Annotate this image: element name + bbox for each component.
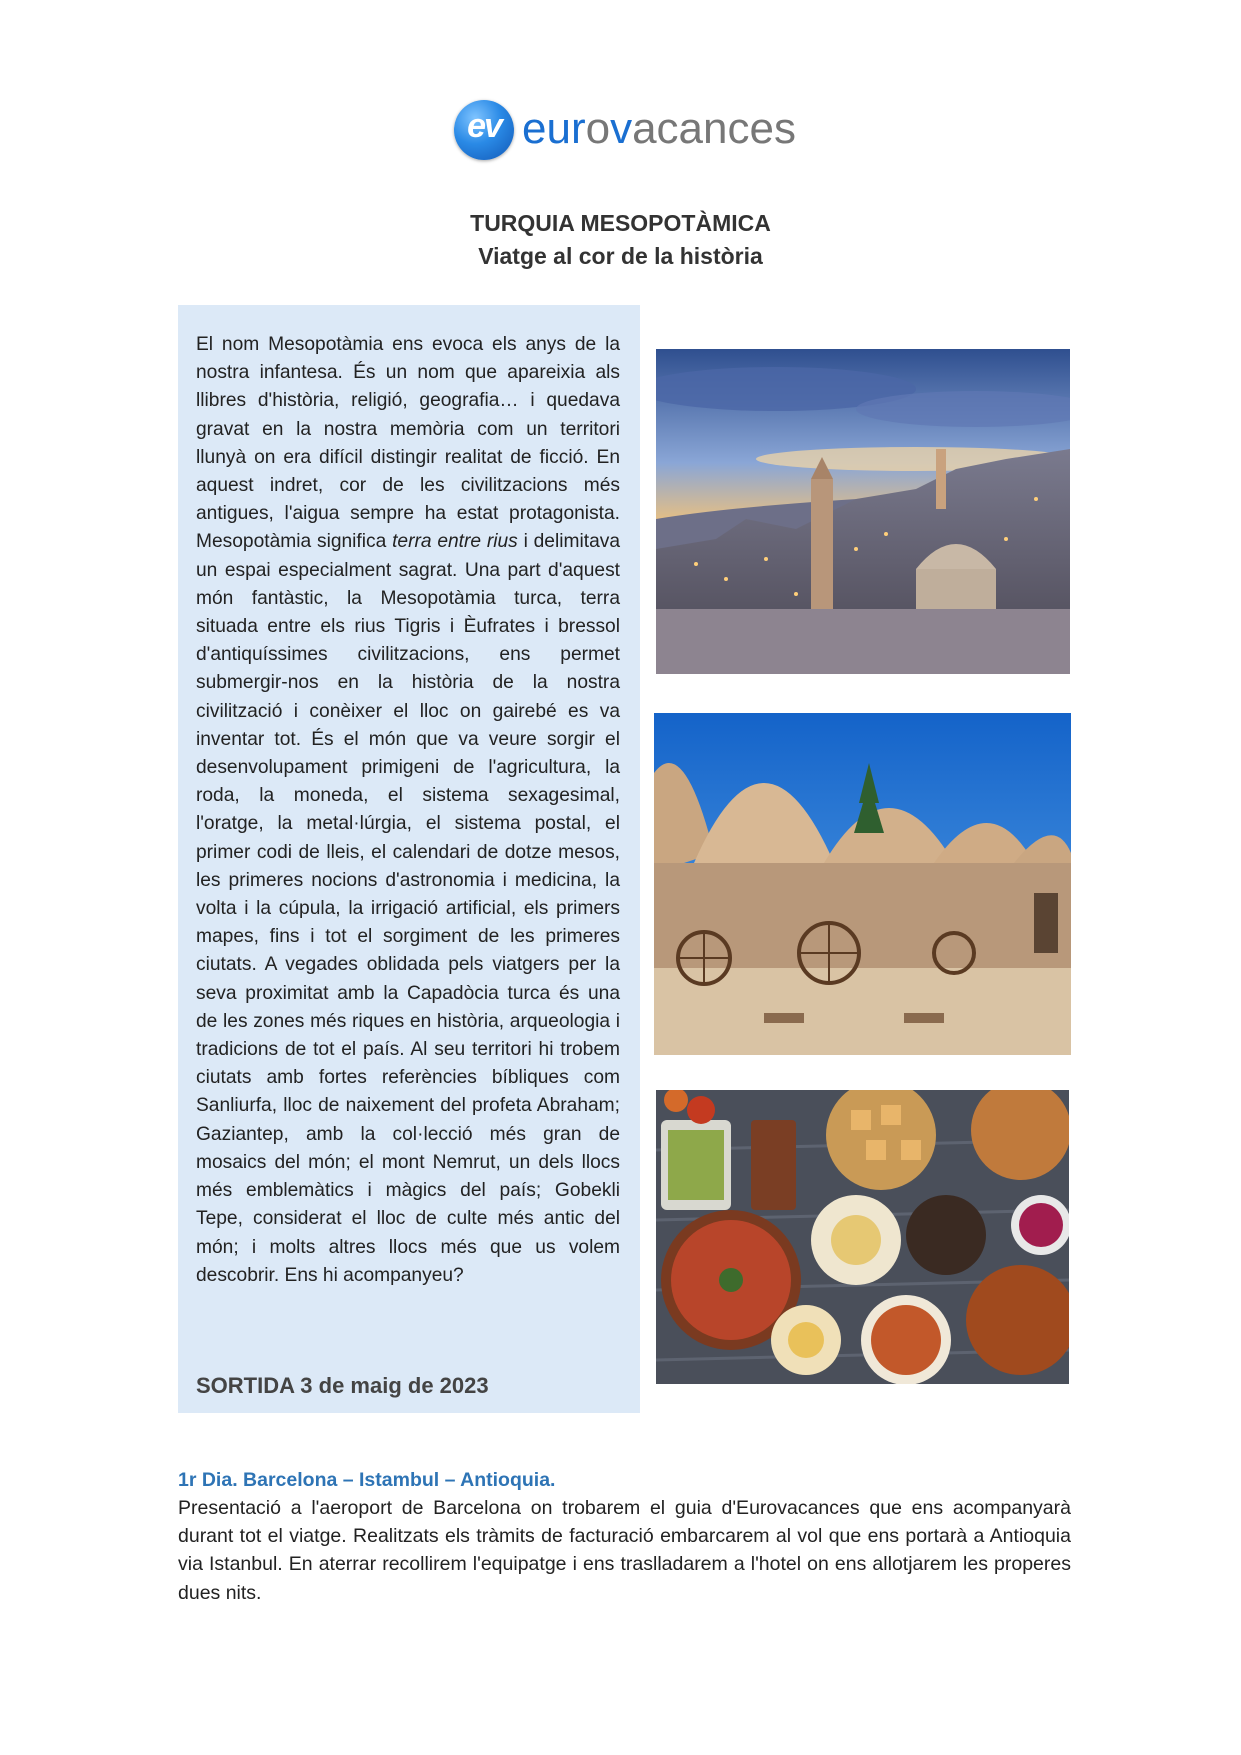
page-subtitle: Viatge al cor de la història — [478, 243, 763, 269]
logo-wordmark-part4: acances — [632, 104, 796, 153]
title-block — [0, 208, 1241, 274]
intro-paragraph — [196, 331, 620, 1290]
town-photo — [656, 349, 1070, 674]
food-photo — [656, 1090, 1069, 1384]
eurovacances-logo — [454, 100, 814, 162]
logo-mark-text: ev — [467, 107, 501, 145]
logo-wordmark-part2: o — [585, 104, 611, 153]
page-title: TURQUIA MESOPOTÀMICA — [470, 210, 771, 236]
day-1-description: Presentació a l'aeroport de Barcelona on trobarem el guia d'Eurovacances que ens acompanyarà durant tot el viatge. Realitzats els tràmits de facturació embarcarem al vol que ens portarà a Antioquia via Istanbul. En aterrar recollirem l'equipatge i ens traslladarem a l'hotel on ens allotjarem les properes dues nits. — [178, 1497, 1071, 1604]
departure-date: SORTIDA 3 de maig de 2023 — [196, 1373, 489, 1398]
intro-text-start: El nom Mesopotàmia ens evoca els anys de la nostra infantesa. És un nom que apareixia als llibres d'història, religió, geografia… i quedava gravat en la nostra memòria com un territori llunyà on era difícil distingir realitat de ficció. En aquest indret, cor de les civilitzacions més antigues, l'aigua sempre ha estat protagonista. Mesopotàmia significa — [196, 334, 620, 553]
ev-logo-mark — [454, 100, 514, 160]
intro-italic-phrase: terra entre rius — [392, 531, 518, 553]
logo-wordmark — [522, 104, 796, 154]
intro-box — [178, 305, 640, 1413]
intro-text-end: i delimitava un espai especialment sagrat. Una part d'aquest món fantàstic, la Mesopotàmia turca, terra situada entre els rius Tigris i Èufrates i bressol d'antiquíssimes civilitzacions, ens permet submergir-nos en la història de la nostra civilització i conèixer el lloc on gairebé es va inventar tot. És el món que va veure sorgir el desenvolupament primigeni de l'agricultura, la roda, la moneda, el sistema sexagesimal, l'oratge, la metal·lúrgia, el sistema postal, el primer codi de lleis, el calendari de dotze mesos, les primeres nocions d'astronomia i medicina, la volta i la cúpula, la irrigació artificial, els primers mapes, fins i tot el sorgiment de les primeres ciutats. A vegades oblidada pels viatgers per la seva proximitat amb la Capadòcia turca és una de les zones més riques en història, arqueologia i tradicions de tot el país. Al seu territori hi trobem ciutats amb fortes referències bíbliques com Sanliurfa, lloc de naixement del profeta Abraham; Gaziantep, amb la col·lecció més gran de mosaics del món; el mont Nemrut, un dels llocs més emblemàtics i màgics del país; Gobekli Tepe, considerat el lloc de culte més antic del món; i molts altres llocs més que us volem descobrir. Ens hi acompanyeu? — [196, 531, 621, 1286]
logo-wordmark-part1: eur — [522, 104, 586, 153]
day-1-title: 1r Dia. Barcelona – Istambul – Antioquia. — [178, 1469, 556, 1491]
itinerary-day-1 — [178, 1466, 1071, 1607]
logo-wordmark-part3: v — [610, 104, 633, 153]
beehive-houses-photo — [654, 713, 1071, 1055]
